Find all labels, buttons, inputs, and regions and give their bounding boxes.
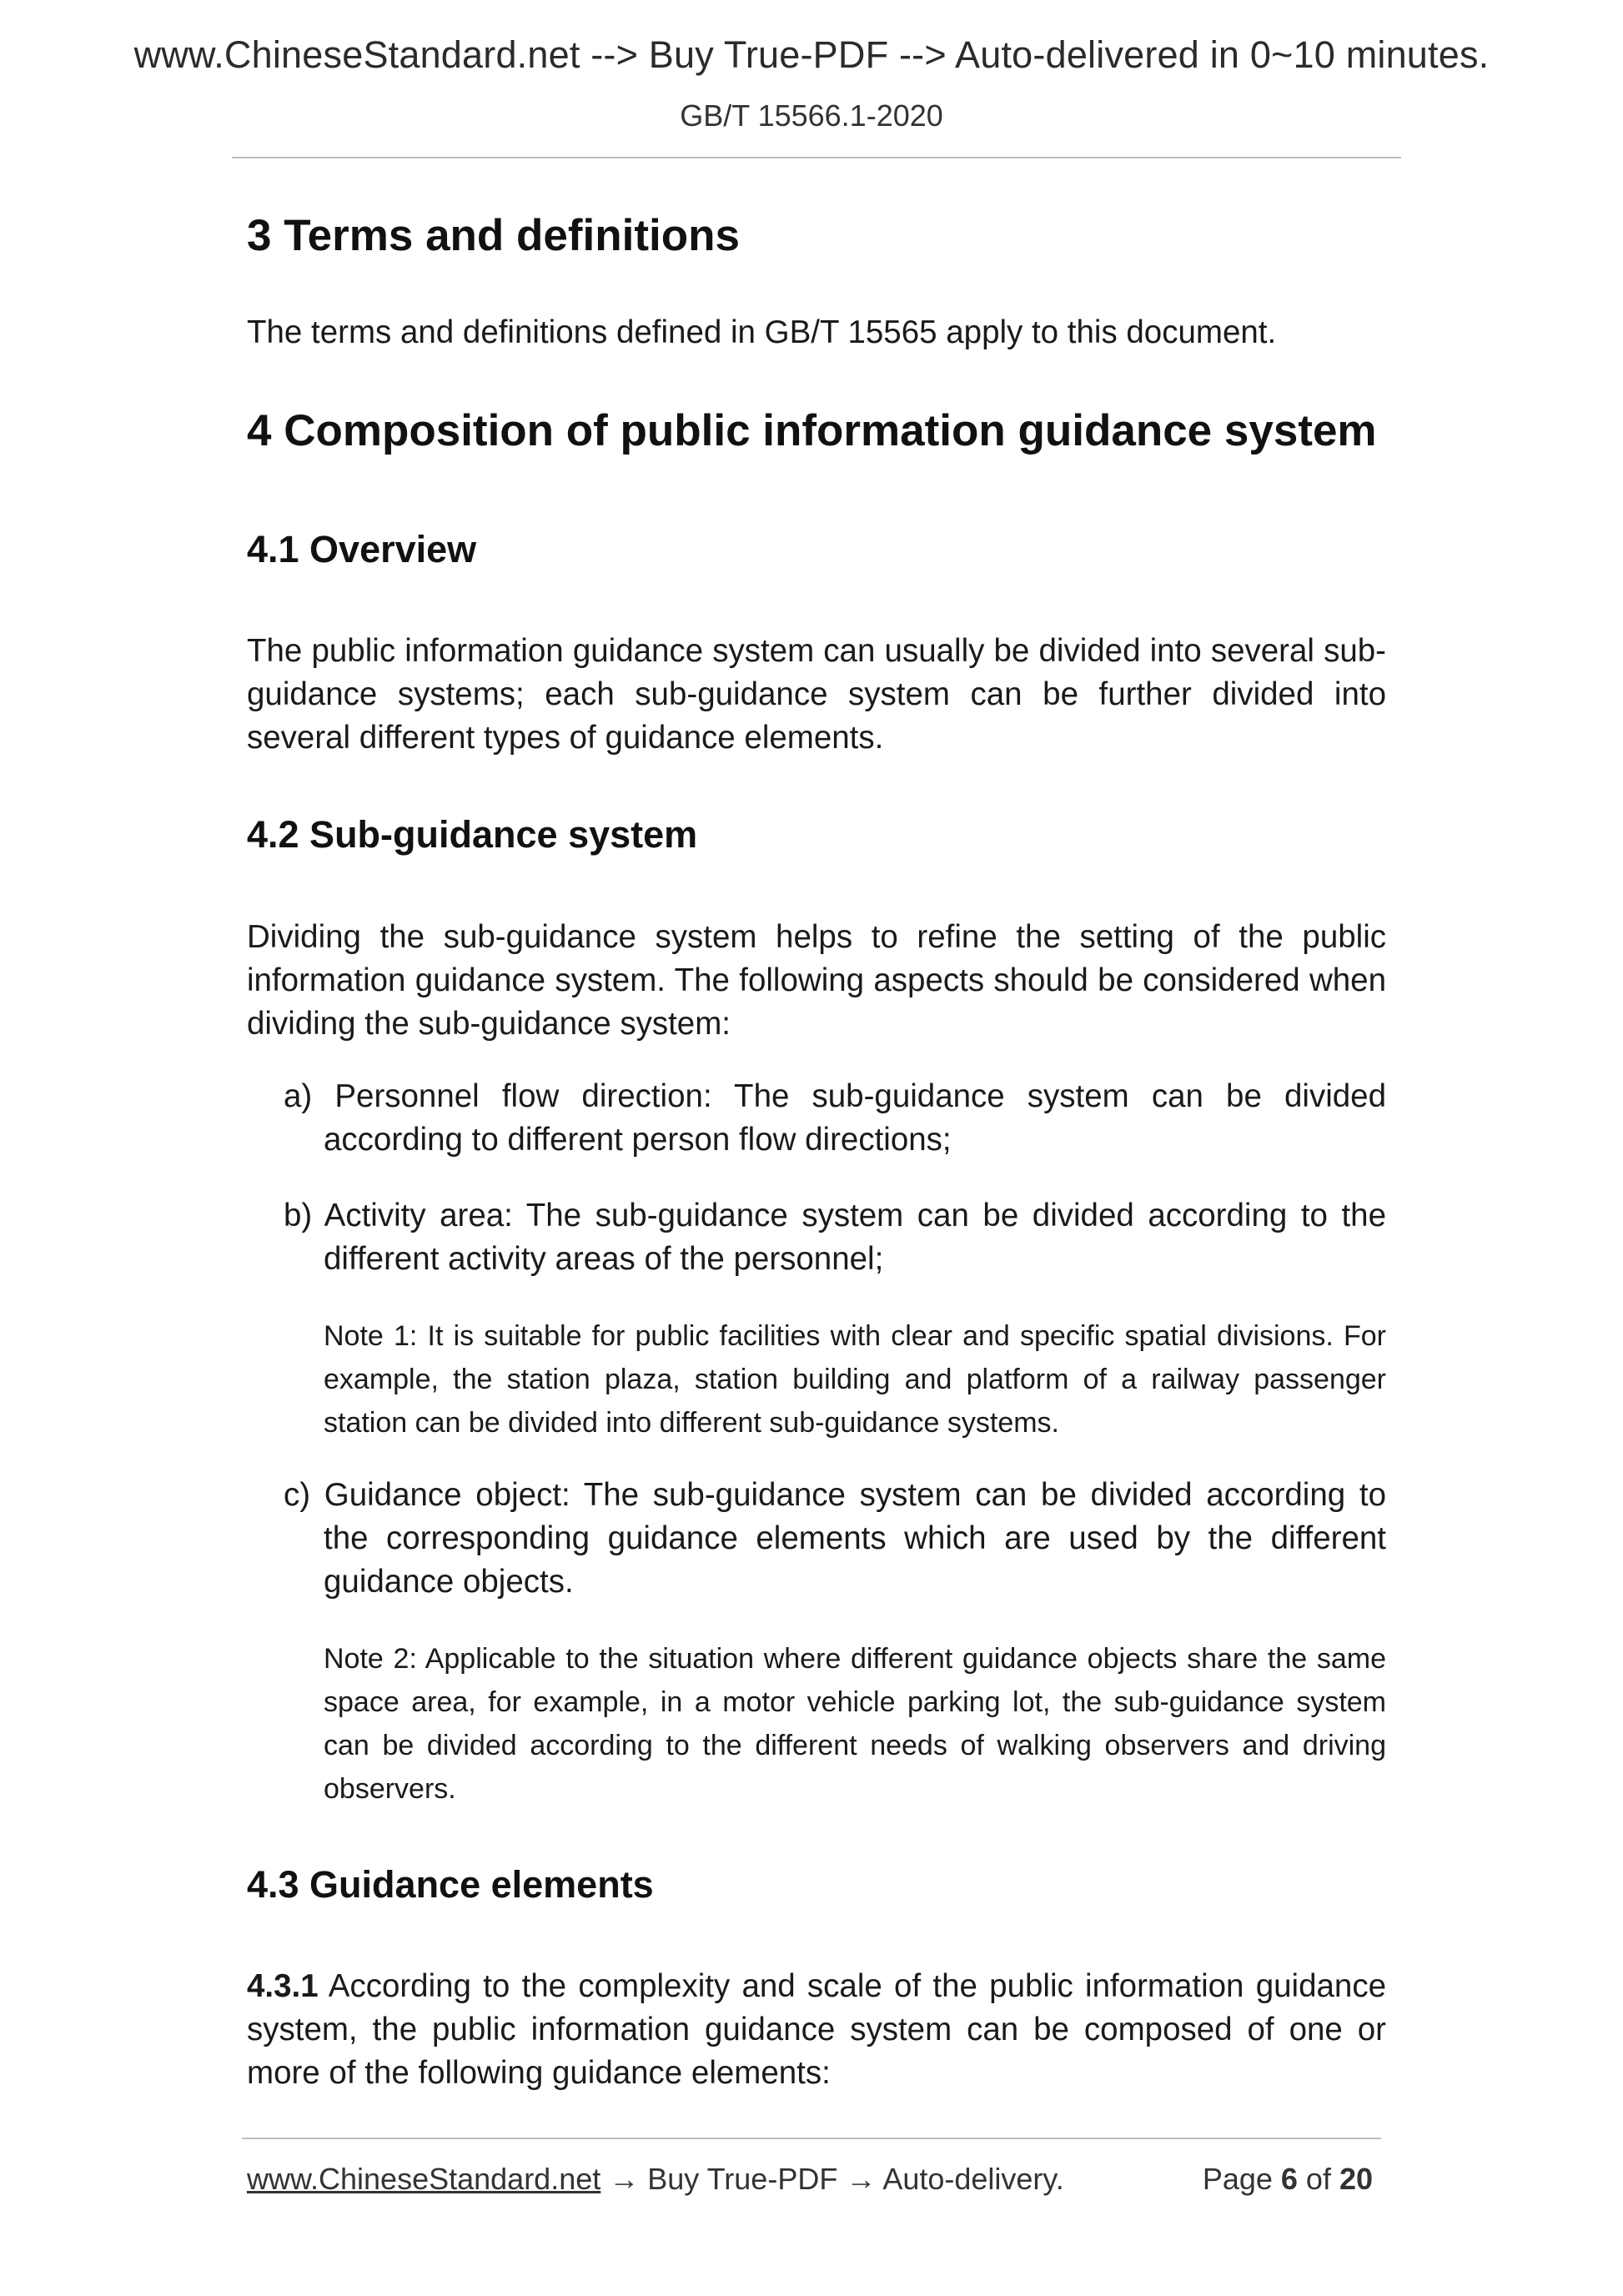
footer-left [247, 2162, 1064, 2197]
footer-site-link[interactable]: www.ChineseStandard.net [247, 2162, 601, 2196]
section-4-1-text: The public information guidance system can usually be divided into several sub-guidance systems; each sub-guidance system can be further divided into several different types of guidance elements. [247, 633, 1386, 756]
top-banner: www.ChineseStandard.net --> Buy True-PDF --> Auto-delivered in 0~10 minutes. [133, 33, 1490, 76]
standard-code: GB/T 15566.1-2020 [680, 98, 943, 133]
footer-tagline: → Buy True-PDF → Auto-delivery. [600, 2162, 1064, 2196]
footer-divider [242, 2138, 1381, 2139]
page-label: Page [1202, 2162, 1281, 2196]
section-3-text: The terms and definitions defined in GB/T 15565 apply to this document. [247, 314, 1277, 350]
section-4-2-title: 4.2 Sub-guidance system [247, 813, 698, 856]
section-4-3-title: 4.3 Guidance elements [247, 1863, 654, 1906]
page-total: 20 [1339, 2162, 1373, 2196]
section-4-3-1-text [247, 1965, 1386, 2095]
of-label: of [1297, 2162, 1339, 2196]
list-item-c: c) Guidance object: The sub-guidance system can be divided according to the corresponding guidance elements which are used by the different guidance objects. [284, 1477, 1386, 1600]
header-divider [232, 157, 1401, 158]
list-item-a: a) Personnel flow direction: The sub-guidance system can be divided according to different person flow directions; [284, 1078, 1386, 1158]
section-3-title: 3 Terms and definitions [247, 211, 740, 260]
clause-body: According to the complexity and scale of the public information guidance system, the public information guidance system can be composed of one or more of the following guidance elements: [247, 1968, 1386, 2091]
footer [247, 2162, 1376, 2197]
section-4-2-text: Dividing the sub-guidance system helps to refine the setting of the public information guidance system. The following aspects should be considered when dividing the sub-guidance system: [247, 919, 1386, 1042]
note-1: Note 1: It is suitable for public facilities with clear and specific spatial divisions. For example, the station plaza, station building and platform of a railway passenger station can be divided into different sub-guidance systems. [324, 1320, 1386, 1439]
page-number: 6 [1280, 2162, 1298, 2196]
note-2: Note 2: Applicable to the situation where different guidance objects share the same space area, for example, in a motor vehicle parking lot, the sub-guidance system can be divided according to the different needs of walking observers and driving observers. [324, 1643, 1386, 1805]
list-item-b: b) Activity area: The sub-guidance system can be divided according to the different activity areas of the personnel; [284, 1198, 1386, 1277]
section-4-title: 4 Composition of public information guidance system [247, 406, 1377, 455]
page-indicator [1203, 2162, 1376, 2197]
clause-number: 4.3.1 [247, 1968, 319, 2004]
section-4-1-title: 4.1 Overview [247, 528, 477, 570]
